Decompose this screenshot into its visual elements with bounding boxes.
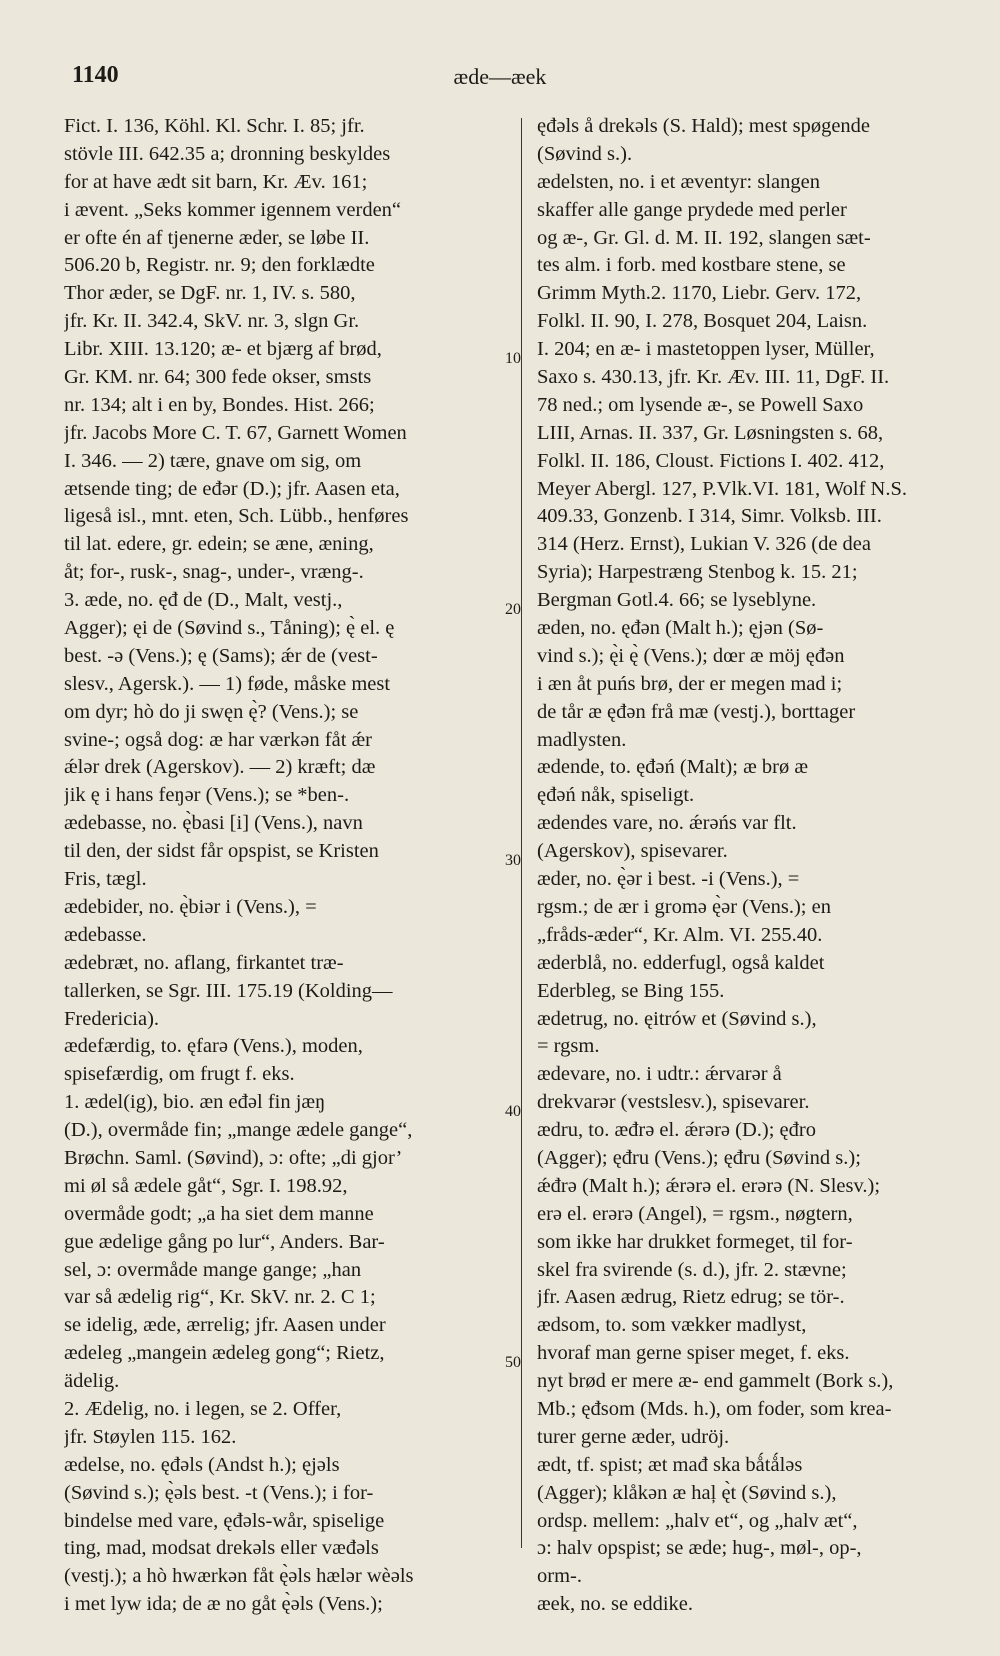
- text-line: 506.20 b, Registr. nr. 9; den forklædte: [64, 254, 375, 277]
- text-line: ædevare, no. i udtr.: ǽrvarər å: [537, 1063, 782, 1086]
- text-line: (Agger); ęđru (Vens.); ęđru (Søvind s.);: [537, 1146, 861, 1169]
- text-line: 78 ned.; om lysende æ-, se Powell Saxo: [537, 393, 864, 416]
- text-line: spisefærdig, om frugt f. eks.: [64, 1063, 295, 1086]
- line-number: 10: [505, 350, 521, 367]
- line-number: 30: [505, 852, 521, 869]
- text-line: Saxo s. 430.13, jfr. Kr. Æv. III. 11, DgF. II.: [537, 366, 890, 389]
- text-line: ligeså isl., mnt. eten, Sch. Lübb., henføres: [64, 505, 409, 528]
- text-line: ædendes vare, no. ǽrəńs var flt.: [537, 812, 797, 835]
- text-line: ædru, to. æđrə el. ǽrərə (D.); ęđro: [537, 1119, 816, 1142]
- text-line: er ofte én af tjenerne æder, se løbe II.: [64, 226, 370, 249]
- text-line: best. -ə (Vens.); ę (Sams); ǽr de (vest-: [64, 644, 378, 667]
- text-line: Fict. I. 136, Köhl. Kl. Schr. I. 85; jfr.: [64, 115, 365, 137]
- line-number: 20: [505, 601, 521, 618]
- text-line: 3. æde, no. ęđ de (D., Malt, vestj.,: [64, 589, 343, 612]
- text-line: Fris, tægl.: [64, 868, 147, 891]
- text-line: som ikke har drukket formeget, til for-: [537, 1230, 853, 1253]
- text-line: ɔ: halv opspist; se æde; hug-, møl-, op-,: [537, 1537, 862, 1560]
- text-line: Agger); ęi de (Søvind s., Tåning); ę̀ el. ę: [64, 617, 395, 640]
- text-line: ædebider, no. ę̀biər i (Vens.), =: [64, 895, 317, 918]
- text-line: for at have ædt sit barn, Kr. Æv. 161;: [64, 170, 368, 193]
- text-line: Mb.; ęđsom (Mds. h.), om foder, som krea-: [537, 1397, 892, 1420]
- text-line: ædt, tf. spist; æt mađ ska bǻtǻləs: [537, 1453, 803, 1476]
- text-line: ting, mad, modsat drekəls eller væđəls: [64, 1537, 379, 1560]
- text-line: (Agger); klåkən æ haļ ę̀t (Søvind s.),: [537, 1481, 837, 1504]
- running-head: æde—æek: [453, 64, 547, 89]
- text-line: Libr. XIII. 13.120; æ- et bjærg af brød,: [64, 338, 382, 361]
- text-line: åt; for-, rusk-, snag-, under-, vræng-.: [64, 561, 364, 584]
- right-column: [537, 113, 967, 1619]
- text-line: jfr. Aasen ædrug, Rietz edrug; se tör-.: [537, 1286, 845, 1309]
- text-line: Brøchn. Saml. (Søvind), ɔ: ofte; „di gjor’: [64, 1146, 403, 1169]
- text-line: Syria); Harpestræng Stenbog k. 15. 21;: [537, 561, 858, 584]
- text-line: nr. 134; alt i en by, Bondes. Hist. 266;: [64, 393, 375, 416]
- text-line: ädelig.: [64, 1370, 120, 1393]
- text-line: æder, no. ę̀ər i best. -i (Vens.), =: [537, 868, 800, 891]
- page-number: 1140: [72, 62, 119, 88]
- text-line: (Agerskov), spisevarer.: [537, 840, 728, 863]
- text-line: de tår æ ęđən frå mæ (vestj.), borttager: [537, 700, 856, 723]
- text-line: i æn åt puńs brø, der er megen mad i;: [537, 672, 843, 695]
- text-line: ædebræt, no. aflang, firkantet træ-: [64, 951, 344, 974]
- text-line: ædebasse, no. ę̀basi [i] (Vens.), navn: [64, 812, 363, 835]
- text-line: var så ædelig rig“, Kr. SkV. nr. 2. C 1;: [64, 1286, 376, 1309]
- text-line: 1. ædel(ig), bio. æn eđəl fin jæŋ: [64, 1091, 326, 1114]
- line-number: 50: [505, 1354, 521, 1371]
- text-line: Grimm Myth.2. 1170, Liebr. Gerv. 172,: [537, 282, 862, 305]
- text-line: drekvarər (vestslesv.), spisevarer.: [537, 1091, 810, 1114]
- text-line: sel, ɔ: overmåde mange gange; „han: [64, 1258, 362, 1281]
- text-line: ædelsten, no. i et æventyr: slangen: [537, 170, 820, 193]
- text-line: tes alm. i forb. med kostbare stene, se: [537, 254, 846, 277]
- text-line: om dyr; hò do ji swęn ę̀? (Vens.); se: [64, 700, 359, 723]
- text-line: I. 204; en æ- i mastetoppen lyser, Müller,: [537, 338, 875, 361]
- column-divider: [521, 118, 522, 1548]
- text-line: hvoraf man gerne spiser meget, f. eks.: [537, 1342, 850, 1365]
- text-line: turer gerne æder, udröj.: [537, 1425, 730, 1448]
- text-line: mi øl så ædele gåt“, Sgr. I. 198.92,: [64, 1174, 348, 1197]
- text-line: madlysten.: [537, 728, 627, 751]
- text-line: ædende, to. ęđəń (Malt); æ brø æ: [537, 756, 809, 779]
- text-line: jfr. Jacobs More C. T. 67, Garnett Women: [64, 421, 407, 444]
- text-line: 314 (Herz. Ernst), Lukian V. 326 (de dea: [537, 533, 871, 556]
- text-line: jik ę i hans feŋər (Vens.); se *ben-.: [64, 784, 350, 807]
- text-line: ædsom, to. som vækker madlyst,: [537, 1314, 807, 1337]
- text-line: Ederbleg, se Bing 155.: [537, 979, 725, 1002]
- text-line: orm-.: [537, 1565, 582, 1588]
- text-line: Meyer Abergl. 127, P.Vlk.VI. 181, Wolf N.S.: [537, 477, 908, 500]
- text-line: (Søvind s.); ę̀əls best. -t (Vens.); i for-: [64, 1481, 374, 1504]
- text-line: stövle III. 642.35 a; dronning beskyldes: [64, 142, 391, 165]
- text-line: ordsp. mellem: „halv et“, og „halv æt“,: [537, 1509, 858, 1532]
- text-line: svine-; også dog: æ har værkən fåt ǽr: [64, 728, 373, 751]
- text-line: 409.33, Gonzenb. I 314, Simr. Volksb. III.: [537, 505, 882, 528]
- text-line: I. 346. — 2) tære, gnave om sig, om: [64, 449, 362, 472]
- text-line: Folkl. II. 186, Cloust. Fictions I. 402. 412,: [537, 449, 885, 472]
- text-line: æderblå, no. edderfugl, også kaldet: [537, 951, 825, 974]
- text-line: Folkl. II. 90, I. 278, Bosquet 204, Laisn.: [537, 310, 868, 333]
- text-line: slesv., Agersk.). — 1) føde, måske mest: [64, 672, 391, 695]
- text-line: ædetrug, no. ęitrów et (Søvind s.),: [537, 1007, 817, 1030]
- text-line: ædelse, no. ęđəls (Andst h.); ęjəls: [64, 1453, 340, 1476]
- text-line: rgsm.; de ær i gromə ę̀ər (Vens.); en: [537, 895, 831, 918]
- text-line: Thor æder, se DgF. nr. 1, IV. s. 580,: [64, 282, 356, 305]
- text-line: (Søvind s.).: [537, 142, 633, 165]
- text-line: „fråds-æder“, Kr. Alm. VI. 255.40.: [537, 923, 823, 946]
- text-line: jfr. Kr. II. 342.4, SkV. nr. 3, slgn Gr.: [64, 310, 360, 333]
- text-line: LIII, Arnas. II. 337, Gr. Løsningsten s. 68,: [537, 421, 884, 444]
- text-line: bindelse med vare, ęđəls-wår, spiselige: [64, 1509, 385, 1532]
- text-line: nyt brød er mere æ- end gammelt (Bork s.),: [537, 1370, 894, 1393]
- text-line: til den, der sidst får opspist, se Kristen: [64, 840, 379, 863]
- text-line: i met lyw ida; de æ no gåt ę̀əls (Vens.);: [64, 1593, 383, 1616]
- text-line: ęđəls å drekəls (S. Hald); mest spøgende: [537, 115, 871, 137]
- text-line: ǽlər drek (Agerskov). — 2) kræft; dæ: [64, 756, 376, 779]
- text-line: æek, no. se eddike.: [537, 1593, 693, 1616]
- text-line: æden, no. ęđən (Malt h.); ęjən (Sø-: [537, 617, 824, 640]
- text-line: jfr. Støylen 115. 162.: [64, 1425, 237, 1448]
- text-line: Gr. KM. nr. 64; 300 fede okser, smsts: [64, 366, 372, 389]
- text-line: ęđəń nåk, spiseligt.: [537, 784, 695, 807]
- text-line: vind s.); ę̀i ę̀ (Vens.); dœr æ möj ęđən: [537, 644, 845, 667]
- text-line: overmåde godt; „a ha siet dem manne: [64, 1202, 374, 1225]
- line-number: 40: [505, 1103, 521, 1120]
- text-line: (D.), overmåde fin; „mange ædele gange“,: [64, 1119, 413, 1142]
- text-line: til lat. edere, gr. edein; se æne, æning,: [64, 533, 374, 556]
- text-line: (vestj.); a hò hwærkən fåt ę̀əls hælər wèəls: [64, 1565, 414, 1588]
- text-line: skaffer alle gange prydede med perler: [537, 198, 847, 221]
- text-line: gue ædelige gång po lur“, Anders. Bar-: [64, 1230, 385, 1253]
- text-line: tallerken, se Sgr. III. 175.19 (Kolding—: [64, 979, 393, 1002]
- text-line: ædebasse.: [64, 923, 147, 946]
- text-line: erə el. erərə (Angel), = rgsm., nøgtern,: [537, 1202, 853, 1225]
- text-line: Bergman Gotl.4. 66; se lyseblyne.: [537, 589, 817, 612]
- page-header: [72, 62, 928, 94]
- text-line: = rgsm.: [537, 1035, 600, 1058]
- text-line: i ævent. „Seks kommer igennem verden“: [64, 198, 402, 221]
- text-line: 2. Ædelig, no. i legen, se 2. Offer,: [64, 1397, 342, 1420]
- text-line: Fredericia).: [64, 1007, 160, 1030]
- text-line: skel fra svirende (s. d.), jfr. 2. stævne;: [537, 1258, 847, 1281]
- text-line: ædeleg „mangein ædeleg gong“; Rietz,: [64, 1342, 385, 1365]
- left-column: [64, 113, 494, 1619]
- text-line: ǽđrə (Malt h.); ǽrərə el. erərə (N. Slesv.);: [537, 1174, 881, 1197]
- text-line: og æ-, Gr. Gl. d. M. II. 192, slangen sæt-: [537, 226, 871, 249]
- text-line: ædefærdig, to. ęfarə (Vens.), moden,: [64, 1035, 363, 1058]
- text-line: ætsende ting; de eđər (D.); jfr. Aasen eta,: [64, 477, 400, 500]
- text-line: se idelig, æde, ærrelig; jfr. Aasen under: [64, 1314, 386, 1337]
